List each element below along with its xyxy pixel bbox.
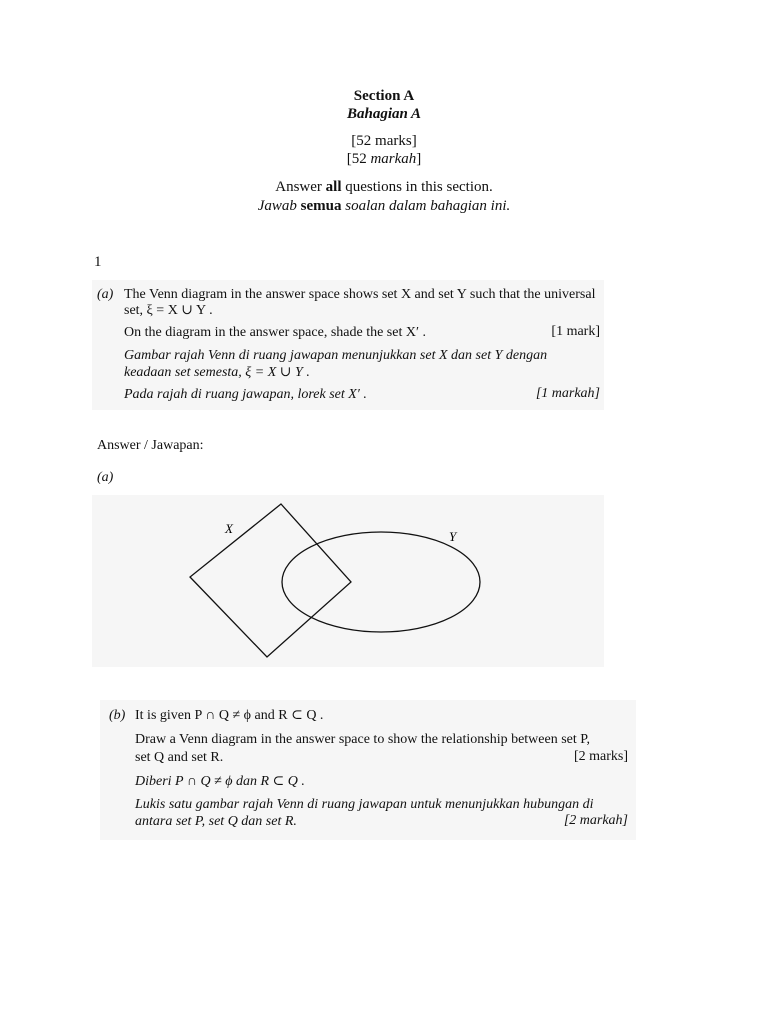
part-b-line-3: set Q and set R.	[135, 750, 224, 765]
instruction-ms	[0, 198, 768, 215]
venn-diagram	[92, 495, 604, 667]
instruction-ms-post: soalan dalam bahagian ini.	[345, 198, 511, 214]
set-x-label: X	[225, 521, 233, 536]
total-marks-ms	[0, 151, 768, 168]
part-b-ms-line-3: antara set P, set Q dan set R.	[135, 814, 297, 829]
set-y-label: Y	[449, 529, 457, 544]
set-x-square[interactable]	[190, 504, 351, 657]
section-title-ms: Bahagian A	[346, 106, 422, 122]
marks-ms-close: ]	[416, 151, 422, 167]
marks-ms-word: markah	[370, 151, 417, 167]
instruction-post: questions in this section.	[345, 179, 493, 195]
part-b-ms-line-2: Lukis satu gambar rajah Venn di ruang jawapan untuk menunjukkan hubungan di	[135, 797, 594, 812]
part-b-label: (b)	[109, 708, 126, 723]
venn-diagram-area	[92, 495, 604, 667]
answer-heading: Answer / Jawapan:	[97, 438, 204, 453]
instruction-bold: all	[325, 179, 342, 195]
set-y-ellipse[interactable]	[282, 532, 480, 632]
part-b-mark: [2 marks]	[573, 749, 628, 764]
part-a-label: (a)	[97, 287, 114, 302]
part-a-line-2: set, ξ = X ∪ Y .	[124, 303, 213, 318]
part-a-mark: [1 mark]	[551, 324, 600, 339]
part-a-line-1: The Venn diagram in the answer space shows set X and set Y such that the universal	[124, 287, 596, 302]
section-title: Section A	[353, 88, 415, 104]
instruction-ms-bold: semua	[300, 198, 342, 214]
part-a-ms-line-1: Gambar rajah Venn di ruang jawapan menunjukkan set X dan set Y dengan	[124, 348, 548, 363]
part-a-ms-mark: [1 markah]	[535, 386, 600, 401]
part-a-ms-line-2: keadaan set semesta, ξ = X ∪ Y .	[124, 365, 310, 380]
part-b-ms-line-1: Diberi P ∩ Q ≠ ϕ dan R ⊂ Q .	[135, 774, 305, 789]
part-b-ms-mark: [2 markah]	[563, 813, 628, 828]
part-a-ms-line-3: Pada rajah di ruang jawapan, lorek set X′ .	[124, 387, 367, 402]
marks-ms-number: [52	[346, 151, 367, 167]
part-a-line-3: On the diagram in the answer space, shade the set X′ .	[124, 325, 427, 340]
instruction-pre: Answer	[275, 179, 322, 195]
part-b-line-1: It is given P ∩ Q ≠ ϕ and R ⊂ Q .	[135, 708, 324, 723]
part-b-line-2: Draw a Venn diagram in the answer space to show the relationship between set P,	[135, 732, 591, 747]
total-marks: [52 marks]	[351, 133, 417, 149]
question-number: 1	[94, 254, 102, 270]
part-a-block	[92, 280, 604, 410]
instruction	[0, 179, 768, 196]
instruction-ms-pre: Jawab	[257, 198, 297, 214]
answer-a-label: (a)	[97, 470, 114, 485]
part-b-block	[100, 700, 636, 840]
